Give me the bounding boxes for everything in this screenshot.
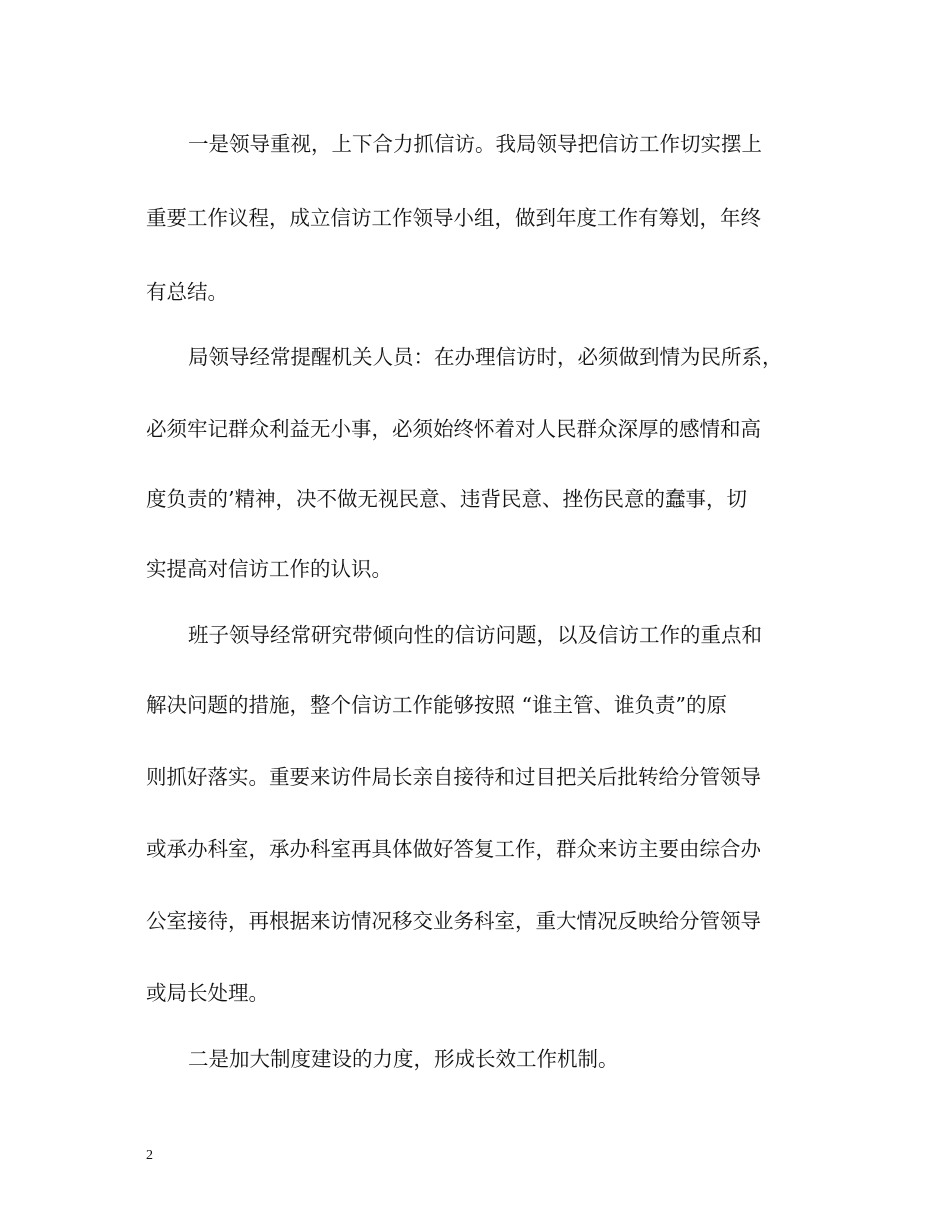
text-line: 一是领导重视，上下合力抓信访。我局领导把信访工作切实摆上	[188, 132, 762, 156]
text-line: 有总结。	[146, 280, 228, 304]
page-number: 2	[146, 1148, 153, 1163]
text-line: 公室接待，再根据来访情况移交业务科室，重大情况反映给分管领导	[146, 909, 761, 933]
text-line: 实提高对信访工作的认识。	[146, 557, 392, 581]
text-line: 二是加大制度建设的力度，形成长效工作机制。	[188, 1047, 619, 1071]
text-line: 班子领导经常研究带倾向性的信访问题，以及信访工作的重点和	[188, 623, 762, 647]
text-line: 必须牢记群众利益无小事，必须始终怀着对人民群众深厚的感情和高	[146, 417, 761, 441]
text-line: 解决问题的措施，整个信访工作能够按照 “谁主管、谁负责”的原	[146, 693, 727, 717]
text-line: 则抓好落实。重要来访件局长亲自接待和过目把关后批转给分管领导	[146, 765, 761, 789]
text-line: 或承办科室，承办科室再具体做好答复工作，群众来访主要由综合办	[146, 837, 761, 861]
text-line: 或局长处理。	[146, 981, 269, 1005]
text-line: 局领导经常提醒机关人员：在办理信访时，必须做到情为民所系，	[188, 345, 783, 369]
text-line: 度负责的’精神，决不做无视民意、违背民意、挫伤民意的蠢事，切	[146, 487, 748, 511]
text-line: 重要工作议程，成立信访工作领导小组，做到年度工作有筹划，年终	[146, 206, 761, 230]
